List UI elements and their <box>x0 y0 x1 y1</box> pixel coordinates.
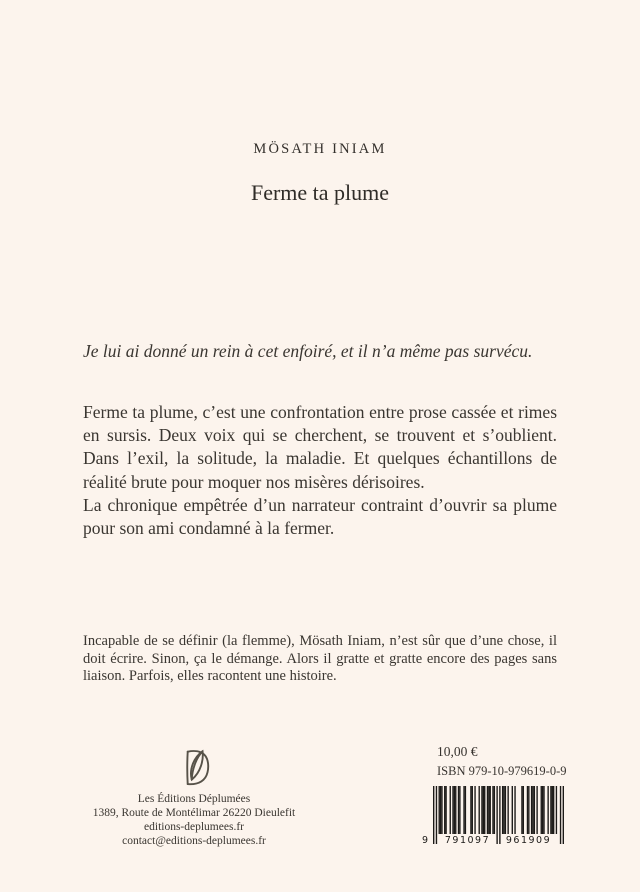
publisher-website: editions-deplumees.fr <box>144 821 244 833</box>
isbn-label: ISBN 979-10-979619-0-9 <box>437 764 567 778</box>
sale-info <box>437 744 567 779</box>
synopsis <box>83 401 557 540</box>
ean13-barcode <box>422 786 564 854</box>
price-label: 10,00 € <box>437 744 478 759</box>
publisher-name: Les Éditions Déplumées <box>137 793 251 805</box>
feather-d-monogram-icon <box>176 745 212 789</box>
barcode-digit-group2: 961909 <box>505 835 552 846</box>
book-title: Ferme ta plume <box>250 180 390 205</box>
pull-quote: Je lui ai donné un rein à cet enfoiré, et il n’a même pas survécu. <box>83 341 533 361</box>
barcode-digit-group1: 791097 <box>444 835 491 846</box>
synopsis-paragraph-2: La chronique empêtrée d’un narrateur contraint d’ouvrir sa plume pour son ami condamné à la fermer. <box>83 494 557 539</box>
author-name: MÖSATH INIAM <box>253 141 387 157</box>
barcode-digit-first: 9 <box>422 835 429 846</box>
author-bio: Incapable de se définir (la flemme), Mösath Iniam, n’est sûr que d’une chose, il doit écrire. Sinon, ça le démange. Alors il gratte et gratte encore des pages sans liaison. Parfois, elles racontent une histoire. <box>83 633 557 685</box>
synopsis-paragraph-1: Ferme ta plume, c’est une confrontation entre prose cassée et rimes en sursis. Deux voix qui se cherchent, se trouvent et s’oublient. Dans l’exil, la solitude, la maladie. Et quelques échantillons de réalité brute pour moquer nos misères dérisoires. <box>83 402 557 492</box>
publisher-address: 1389, Route de Montélimar 26220 Dieulefit <box>92 807 296 819</box>
publisher-block <box>60 745 328 848</box>
publisher-email: contact@editions-deplumees.fr <box>122 835 266 847</box>
